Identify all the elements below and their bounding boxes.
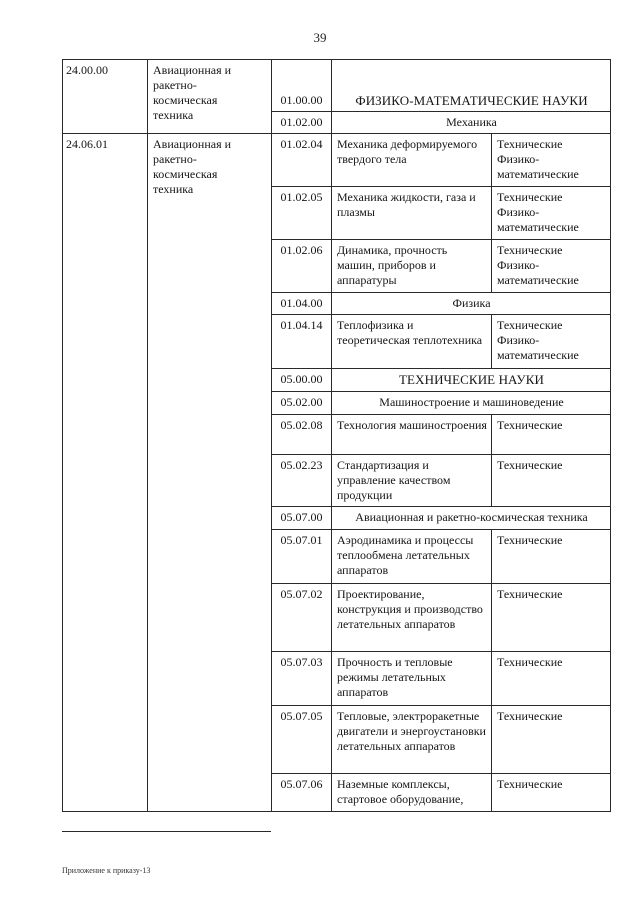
- specialty-title: Проектирование, конструкция и производство летательных аппаратов: [332, 584, 492, 652]
- specialty-correspondence-table: [62, 59, 611, 812]
- specialty-code: 05.07.06: [272, 774, 332, 812]
- direction-code: 24.06.01: [63, 134, 148, 812]
- science-branch: Технические: [492, 652, 611, 706]
- specialty-title: Теплофизика и теоретическая теплотехника: [332, 315, 492, 369]
- specialty-code: 01.02.05: [272, 187, 332, 240]
- science-branch: Технические: [492, 584, 611, 652]
- specialty-code: 01.04.00: [272, 293, 332, 315]
- specialty-code: 05.07.01: [272, 530, 332, 584]
- specialty-code: 01.04.14: [272, 315, 332, 369]
- specialty-group-title: Физика: [332, 293, 611, 315]
- section-header-row: [63, 60, 611, 112]
- science-section-title: ФИЗИКО-МАТЕМАТИЧЕСКИЕ НАУКИ: [332, 60, 611, 112]
- direction-name: Авиационная и ракетно-космическая техника: [148, 134, 272, 812]
- specialty-code: 05.02.23: [272, 455, 332, 507]
- specialty-code: 05.02.00: [272, 392, 332, 415]
- specialty-title: Аэродинамика и процессы теплообмена летательных аппаратов: [332, 530, 492, 584]
- specialty-title: Наземные комплексы, стартовое оборудование,: [332, 774, 492, 812]
- page-number: 39: [313, 30, 327, 45]
- science-branch: Технические: [492, 774, 611, 812]
- specialty-group-title: Авиационная и ракетно-космическая техника: [332, 507, 611, 530]
- science-branch: Технические: [492, 455, 611, 507]
- specialty-title: Тепловые, электроракетные двигатели и энергоустановки летательных аппаратов: [332, 706, 492, 774]
- science-branch: Технические Физико-математические: [492, 134, 611, 187]
- specialty-title: Динамика, прочность машин, приборов и аппаратуры: [332, 240, 492, 293]
- specialty-title: Прочность и тепловые режимы летательных аппаратов: [332, 652, 492, 706]
- table-row: [63, 134, 611, 187]
- science-branch: Технические: [492, 415, 611, 455]
- science-branch: Технические Физико-математические: [492, 240, 611, 293]
- table-bottom-border: [62, 831, 271, 832]
- direction-name: Авиационная и ракетно-космическая техника: [148, 60, 272, 134]
- specialty-title: Стандартизация и управление качеством продукции: [332, 455, 492, 507]
- footer-note: Приложение к приказу-13: [62, 866, 151, 875]
- specialty-group-title: Машиностроение и машиноведение: [332, 392, 611, 415]
- specialty-title: Механика деформируемого твердого тела: [332, 134, 492, 187]
- science-branch: Технические: [492, 530, 611, 584]
- specialty-code: 01.02.00: [272, 112, 332, 134]
- science-branch: Технические: [492, 706, 611, 774]
- direction-code: 24.00.00: [63, 60, 148, 134]
- specialty-code: 05.07.03: [272, 652, 332, 706]
- specialty-code: 05.07.00: [272, 507, 332, 530]
- specialty-title: Технология машиностроения: [332, 415, 492, 455]
- specialty-code: 01.02.04: [272, 134, 332, 187]
- specialty-code: 05.07.02: [272, 584, 332, 652]
- specialty-group-title: Механика: [332, 112, 611, 134]
- specialty-title: Механика жидкости, газа и плазмы: [332, 187, 492, 240]
- specialty-code: 01.02.06: [272, 240, 332, 293]
- specialty-code: 01.00.00: [272, 60, 332, 112]
- science-branch: Технические Физико-математические: [492, 315, 611, 369]
- specialty-code: 05.00.00: [272, 369, 332, 392]
- science-branch: Технические Физико-математические: [492, 187, 611, 240]
- specialty-code: 05.07.05: [272, 706, 332, 774]
- specialty-code: 05.02.08: [272, 415, 332, 455]
- science-section-title: ТЕХНИЧЕСКИЕ НАУКИ: [332, 369, 611, 392]
